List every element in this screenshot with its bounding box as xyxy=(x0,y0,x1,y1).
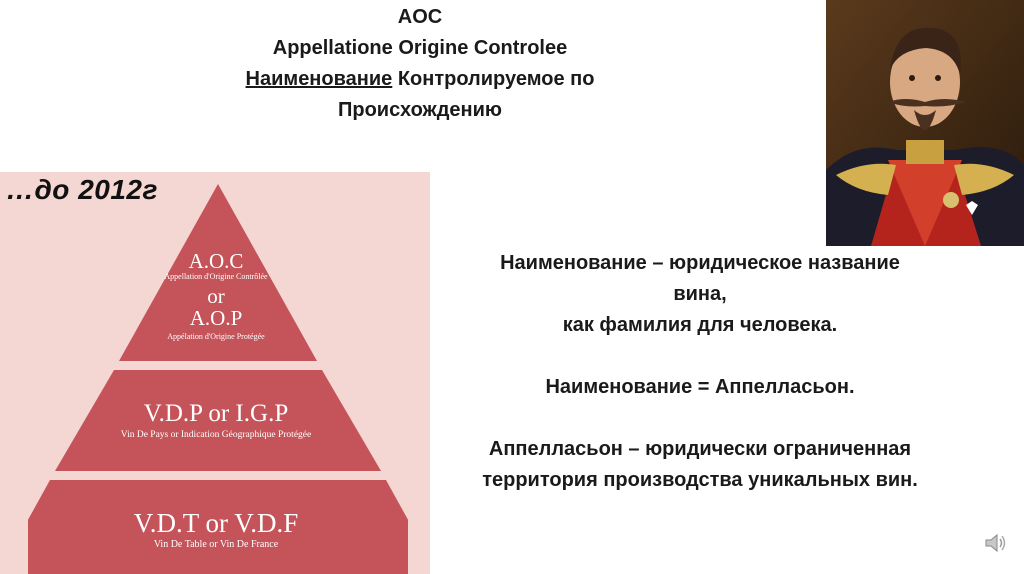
aoc-label: A.O.C xyxy=(188,249,244,273)
slide-title xyxy=(150,2,690,126)
explanation-text xyxy=(410,248,990,496)
aop-caption: Appélation d'Origine Protégée xyxy=(167,332,265,341)
aoc-caption: Appellation d'Origine Contrôlée xyxy=(164,272,268,281)
paragraph-3-line-2: территория производства уникальных вин. xyxy=(482,469,918,491)
title-line-2: Appellatione Origine Controlee xyxy=(272,37,568,59)
speaker-icon[interactable] xyxy=(983,531,1007,555)
aop-label: A.O.P xyxy=(189,306,243,330)
or-label: or xyxy=(207,284,225,308)
vdp-igp-label: V.D.P or I.G.P xyxy=(143,400,289,427)
era-label: …до 2012г xyxy=(6,174,158,205)
paragraph-1-line-3: как фамилия для человека. xyxy=(562,314,838,336)
vdp-igp-caption: Vin De Pays or Indication Géographique Protégée xyxy=(120,430,312,440)
paragraph-1-line-2: вина, xyxy=(673,283,727,305)
tier-bottom-text xyxy=(60,508,372,552)
paragraph-1-line-1: Наименование – юридическое название xyxy=(500,252,900,274)
portrait-image xyxy=(826,0,1024,246)
vdt-vdf-caption: Vin De Table or Vin De France xyxy=(153,539,279,550)
title-line-1: AOC xyxy=(397,6,443,28)
title-underlined-word: Наименование xyxy=(245,68,393,90)
paragraph-2: Наименование = Аппелласьон. xyxy=(545,376,855,398)
spacer xyxy=(410,403,990,434)
paragraph-3-line-1: Аппелласьон – юридически ограниченная xyxy=(488,438,912,460)
tier-top-text xyxy=(140,250,292,342)
vdt-vdf-label: V.D.T or V.D.F xyxy=(133,508,299,538)
spacer xyxy=(410,341,990,372)
title-line-3 xyxy=(150,64,690,95)
title-line-3-rest: Контролируемое по xyxy=(392,68,595,90)
tier-middle-text xyxy=(80,400,352,442)
title-line-4: Происхождению xyxy=(338,99,502,121)
